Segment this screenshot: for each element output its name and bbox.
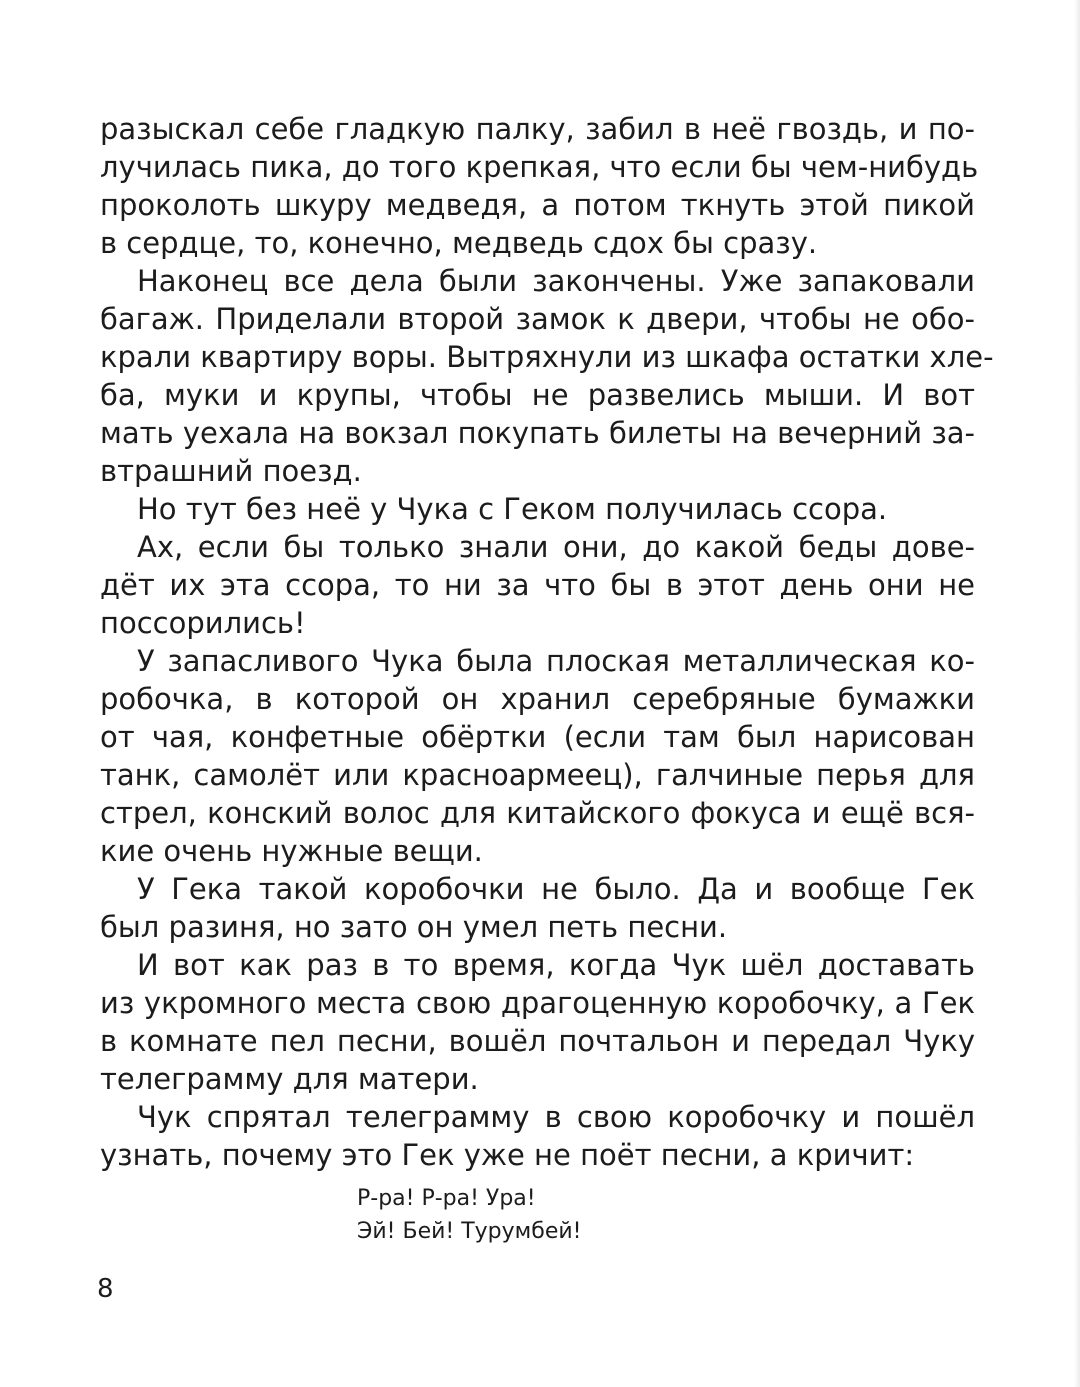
poem-line: Эй! Бей! Турумбей!: [357, 1219, 582, 1244]
text-line: в комнате пел песни, вошёл почтальон и передал Чуку: [100, 1024, 975, 1058]
text-line: ба, муки и крупы, чтобы не развелись мыши. И вот: [100, 378, 975, 412]
text-line: из укромного места свою драгоценную коробочку, а Гек: [100, 986, 975, 1020]
text-line: проколоть шкуру медведя, а потом ткнуть этой пикой: [100, 188, 975, 222]
text-line: узнать, почему это Гек уже не поёт песни, а кричит:: [100, 1138, 915, 1172]
page-edge: [1074, 0, 1080, 1387]
text-line: И вот как раз в то время, когда Чук шёл доставать: [137, 948, 975, 982]
text-line: Наконец все дела были закончены. Уже запаковали: [137, 264, 975, 298]
body-text: [100, 110, 994, 1174]
text-line: телеграмму для матери.: [100, 1062, 479, 1096]
poem-line: Р-ра! Р-ра! Ура!: [357, 1186, 536, 1211]
text-line: Чук спрятал телеграмму в свою коробочку и пошёл: [137, 1100, 975, 1134]
text-line: багаж. Приделали второй замок к двери, чтобы не обо-: [100, 302, 975, 336]
text-line: был разиня, но зато он умел петь песни.: [100, 910, 728, 944]
text-line: мать уехала на вокзал покупать билеты на вечерний за-: [100, 416, 975, 450]
text-line: в сердце, то, конечно, медведь сдох бы сразу.: [100, 226, 818, 260]
text-line: разыскал себе гладкую палку, забил в неё гвоздь, и по-: [100, 112, 975, 146]
text-line: Но тут без неё у Чука с Геком получилась ссора.: [137, 492, 888, 526]
text-line: кие очень нужные вещи.: [100, 834, 483, 868]
text-line: Ах, если бы только знали они, до какой беды дове-: [137, 530, 975, 564]
text-line: стрел, конский волос для китайского фокуса и ещё вся-: [100, 796, 975, 830]
text-line: У запасливого Чука была плоская металлическая ко-: [137, 644, 975, 678]
text-line: втрашний поезд.: [100, 454, 362, 488]
poem-quote: [357, 1182, 581, 1248]
text-line: крали квартиру воры. Вытряхнули из шкафа остатки хле-: [100, 340, 994, 374]
page-number: 8: [97, 1274, 114, 1304]
text-line: поссорились!: [100, 606, 306, 640]
text-line: танк, самолёт или красноармеец), галчиные перья для: [100, 758, 975, 792]
text-line: лучилась пика, до того крепкая, что если бы чем-нибудь: [100, 150, 979, 184]
text-line: робочка, в которой он хранил серебряные бумажки: [100, 682, 975, 716]
text-line: У Гека такой коробочки не было. Да и вообще Гек: [137, 872, 975, 906]
text-line: дёт их эта ссора, то ни за что бы в этот день они не: [100, 568, 975, 602]
text-line: от чая, конфетные обёртки (если там был нарисован: [100, 720, 975, 754]
